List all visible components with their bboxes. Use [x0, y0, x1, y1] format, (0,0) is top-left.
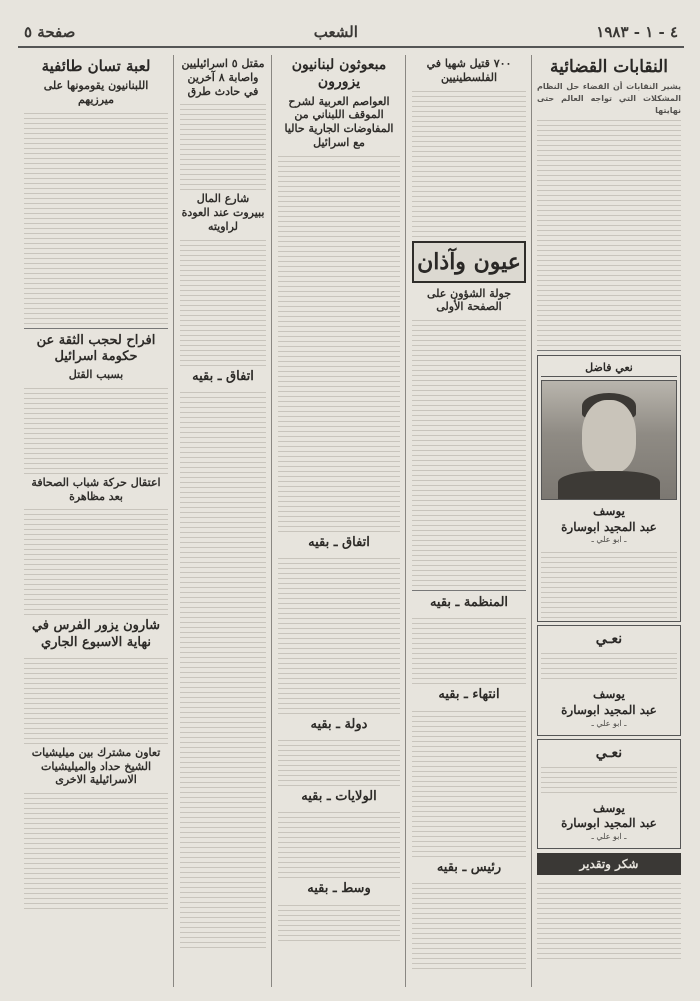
obit-fullname-2: عبد المجيد ابوسارة — [561, 702, 657, 717]
obit-fullname-3: عبد المجيد ابوسارة — [561, 816, 657, 831]
accident-headline: مقتل ٥ اسرائيليين واصابة ٨ آخرين في حادث طرق — [181, 57, 265, 98]
article-body — [537, 116, 681, 346]
obituary-box-1 — [537, 355, 681, 622]
obit-name-2: يوسف — [592, 687, 625, 702]
casualties-headline: ٧٠٠ قتيل شهيا في الفلسطينيين — [426, 57, 512, 84]
headline-lead: يشير النقابات أن القضاء حل النظام المشكلات التي تواجه العالم حتى نهايتها — [537, 82, 681, 115]
section-org: المنظمة ـ بقيه — [429, 595, 509, 610]
obituary-title-3: نعـي — [595, 744, 623, 761]
obit-sub-2: ـ ابو علي ـ — [591, 718, 627, 728]
column-5 — [21, 55, 171, 987]
obit-sub: ـ ابو علي ـ — [591, 535, 627, 545]
column-3 — [275, 55, 403, 987]
paper-name: الشعب — [313, 23, 358, 41]
section-end: انتهاء ـ بقيه — [438, 687, 500, 703]
section-agreement: اتفاق ـ بقيه — [308, 534, 370, 550]
thanks-ad-title: شكر وتقدير — [537, 853, 681, 875]
cooperation-headline: تعاون مشترك بين ميليشيات الشيخ حداد والميليشيات الاسرائيلية الاخرى — [31, 745, 161, 787]
obituary-title: نعي فاضل — [541, 359, 677, 377]
arrest-headline: اعتقال حركة شباب الصحافة بعد مظاهرة — [31, 475, 161, 503]
column-box-title: عيون وآذان — [412, 241, 526, 283]
obituary-box-3 — [537, 739, 681, 849]
section-agreement-2: اتفاق ـ بقيه — [192, 368, 254, 384]
section-president: رئيس ـ بقيه — [436, 859, 502, 875]
no-confidence-headline: افراح لحجب الثقة عن حكومة اسرائيل — [36, 332, 156, 364]
column-1 — [534, 55, 684, 987]
column-box-sub: جولة الشؤون على الصفحة الأولى — [426, 286, 512, 314]
obituary-title-2: نعـي — [595, 631, 623, 648]
beirut-headline: شارع المال ببيروت عند العودة لراويته — [181, 192, 265, 233]
section-middle: وسط ـ بقيه — [307, 881, 371, 897]
obit-sub-3: ـ ابو علي ـ — [591, 831, 627, 841]
envoys-headline: مبعوثون لبنانيون يزورون — [291, 57, 387, 90]
page-header — [18, 18, 684, 48]
section-usa: الولايات ـ بقيه — [301, 789, 377, 805]
column-2 — [409, 55, 529, 987]
sectarian-subheadline: اللبنانيون يقومونها على ميرزيهم — [43, 79, 149, 106]
obit-name-3: يوسف — [592, 800, 625, 815]
sectarian-headline: لعبة تسان طائفية — [41, 57, 151, 75]
page-number: صفحة ٥ — [24, 23, 76, 41]
obit-fullname: عبد المجيد ابوسارة — [561, 519, 657, 534]
issue-date: ٤ - ١ - ١٩٨٣ — [596, 23, 678, 41]
obit-name: يوسف — [592, 504, 625, 519]
sharon-headline: شارون يزور الفرس في نهاية الاسبوع الجاري — [31, 618, 161, 650]
portrait-photo — [541, 380, 677, 500]
envoys-subheadline: العواصم العربية لشرح الموقف اللبناني من المفاوضات الجارية حاليا مع اسرائيل — [284, 94, 394, 149]
column-4 — [177, 55, 269, 987]
headline-courts: النقابات القضائية — [549, 57, 669, 77]
obituary-box-2 — [537, 625, 681, 735]
section-state: دولة ـ بقيه — [310, 716, 368, 732]
no-confidence-sub: بسبب القتل — [68, 368, 124, 381]
